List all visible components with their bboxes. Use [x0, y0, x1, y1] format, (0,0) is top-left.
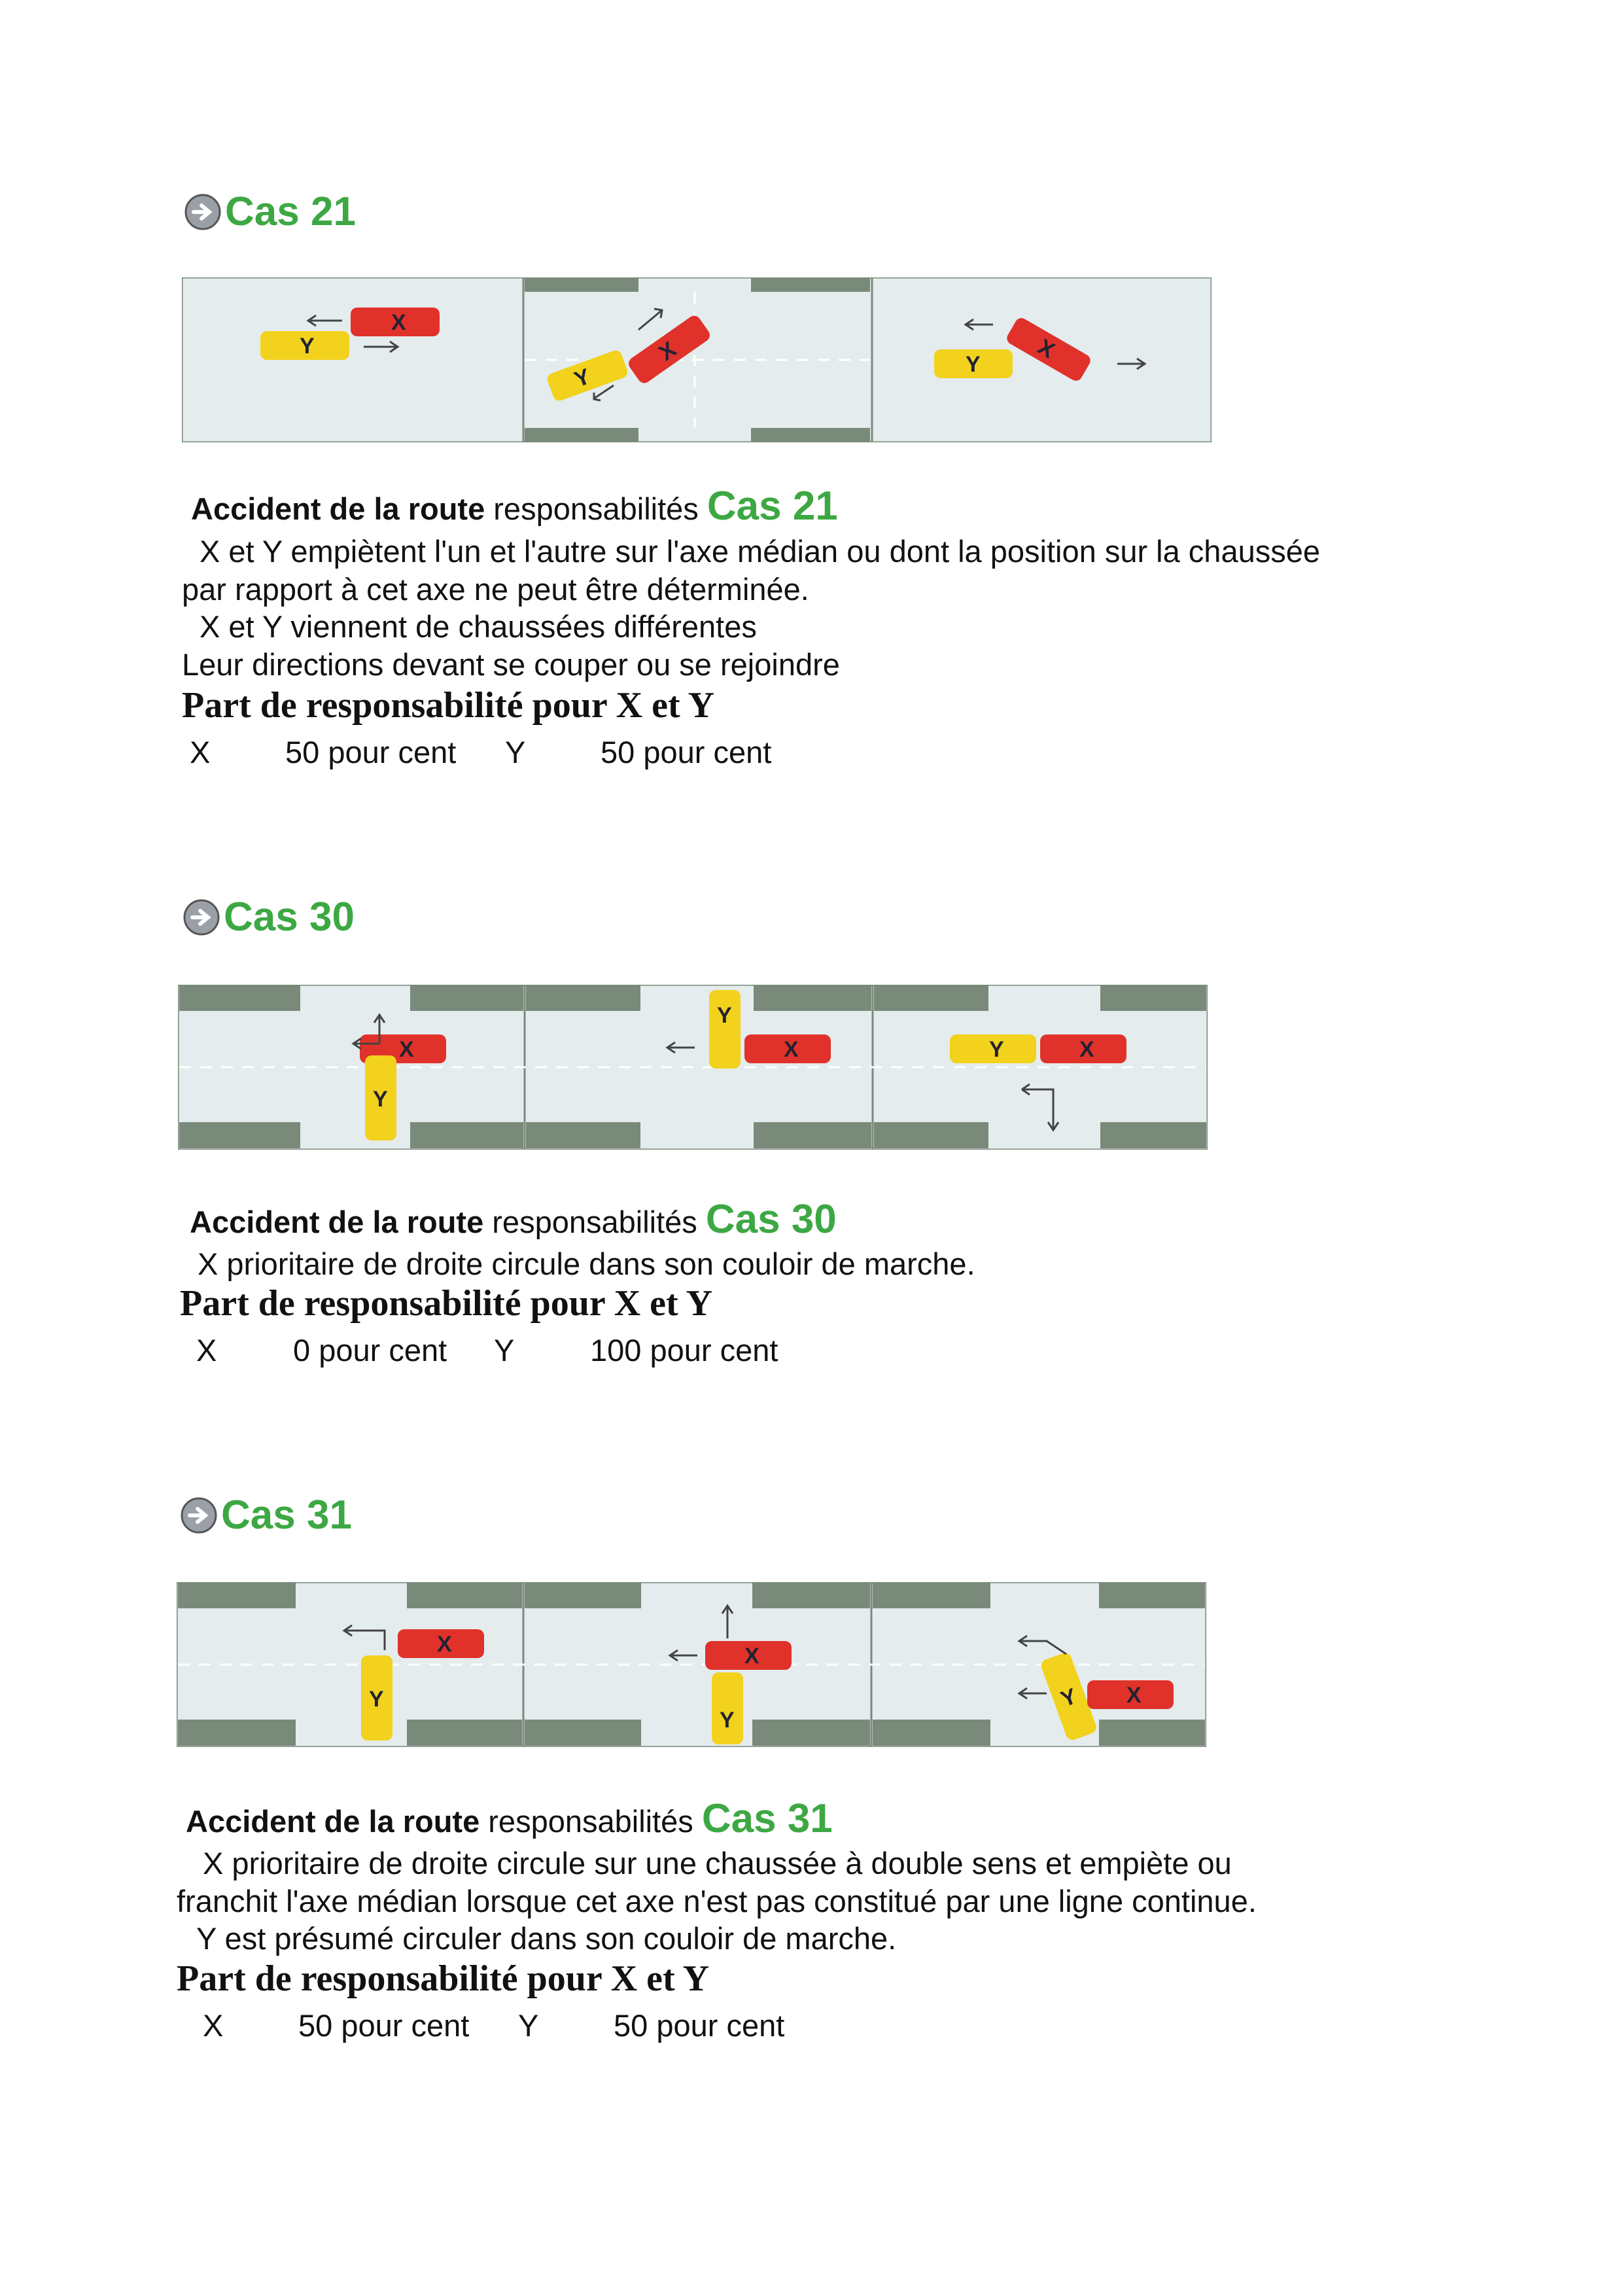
y-percent: 50 pour cent [614, 2008, 785, 2043]
car-x-label: X [744, 1644, 759, 1669]
case-title-line-30 [190, 1196, 837, 1243]
car-x-label: X [784, 1037, 799, 1062]
x-label: X [190, 735, 211, 769]
car-y-label: Y [720, 1708, 735, 1733]
x-percent: 50 pour cent [298, 2008, 470, 2043]
text-line: X et Y viennent de chaussées différentes [200, 609, 757, 644]
accident-diagram-31 [177, 1582, 1206, 1747]
responsibility-label: Part de responsabilité pour X et Y [177, 1958, 710, 1999]
car-x-label: X [1079, 1037, 1094, 1062]
accident-diagram-21 [182, 277, 1212, 442]
case-heading-21 [183, 188, 356, 235]
car-y-label: Y [989, 1037, 1004, 1062]
accident-diagram-30 [178, 985, 1208, 1150]
car-x-label: X [391, 310, 406, 335]
text-line: franchit l'axe médian lorsque cet axe n'est pas constitué par une ligne continue. [177, 1884, 1257, 1918]
car-x-label: X [1126, 1683, 1142, 1708]
text-line: Y est présumé circuler dans son couloir de marche. [196, 1921, 897, 1956]
case-title: Cas 21 [225, 189, 356, 234]
case-title: Cas 31 [221, 1492, 352, 1538]
heading-case: Cas 30 [705, 1197, 837, 1242]
arrow-circle-icon [179, 1496, 218, 1535]
car-y-label: Y [373, 1087, 388, 1112]
text-line: X et Y empiètent l'un et l'autre sur l'axe médian ou dont la position sur la chaussée [200, 534, 1320, 569]
responsibility-label: Part de responsabilité pour X et Y [180, 1283, 713, 1324]
car-x-label: X [1034, 334, 1059, 364]
case-title: Cas 30 [224, 894, 355, 940]
car-y-label: Y [571, 364, 594, 393]
car-x-label: X [654, 336, 681, 366]
car-y-label: Y [966, 352, 981, 377]
case-title-line-21 [191, 483, 838, 529]
x-label: X [203, 2008, 224, 2043]
text-line: X prioritaire de droite circule dans son couloir de marche. [198, 1246, 975, 1281]
y-label: Y [505, 735, 526, 769]
heading-suffix: responsabilités [492, 1205, 697, 1239]
x-percent: 0 pour cent [293, 1333, 447, 1368]
responsibility-label: Part de responsabilité pour X et Y [182, 685, 715, 726]
car-y-label: Y [369, 1687, 384, 1712]
car-x-label: X [399, 1037, 414, 1062]
car-x-label: X [437, 1632, 452, 1657]
y-percent: 50 pour cent [601, 735, 772, 769]
heading-suffix: responsabilités [493, 491, 699, 526]
x-label: X [196, 1333, 217, 1368]
heading-case: Cas 21 [707, 484, 838, 529]
y-label: Y [518, 2008, 539, 2043]
heading-prefix: Accident de la route [191, 491, 485, 526]
car-y-label: Y [300, 334, 315, 359]
arrow-circle-icon [183, 192, 222, 232]
car-y-label: Y [717, 1003, 732, 1028]
car-y-label: Y [1057, 1684, 1080, 1712]
text-line: Leur directions devant se couper ou se rejoindre [182, 647, 840, 682]
arrow-circle-icon [182, 898, 221, 937]
heading-prefix: Accident de la route [190, 1205, 484, 1239]
x-percent: 50 pour cent [285, 735, 457, 769]
heading-prefix: Accident de la route [186, 1804, 480, 1839]
case-title-line-31 [186, 1795, 833, 1842]
case-heading-30 [182, 894, 355, 940]
text-line: par rapport à cet axe ne peut être déterminée. [182, 572, 809, 607]
case-heading-31 [179, 1492, 352, 1538]
text-line: X prioritaire de droite circule sur une chaussée à double sens et empiète ou [203, 1846, 1232, 1881]
heading-suffix: responsabilités [488, 1804, 693, 1839]
y-label: Y [494, 1333, 515, 1368]
y-percent: 100 pour cent [590, 1333, 778, 1368]
heading-case: Cas 31 [701, 1796, 833, 1841]
